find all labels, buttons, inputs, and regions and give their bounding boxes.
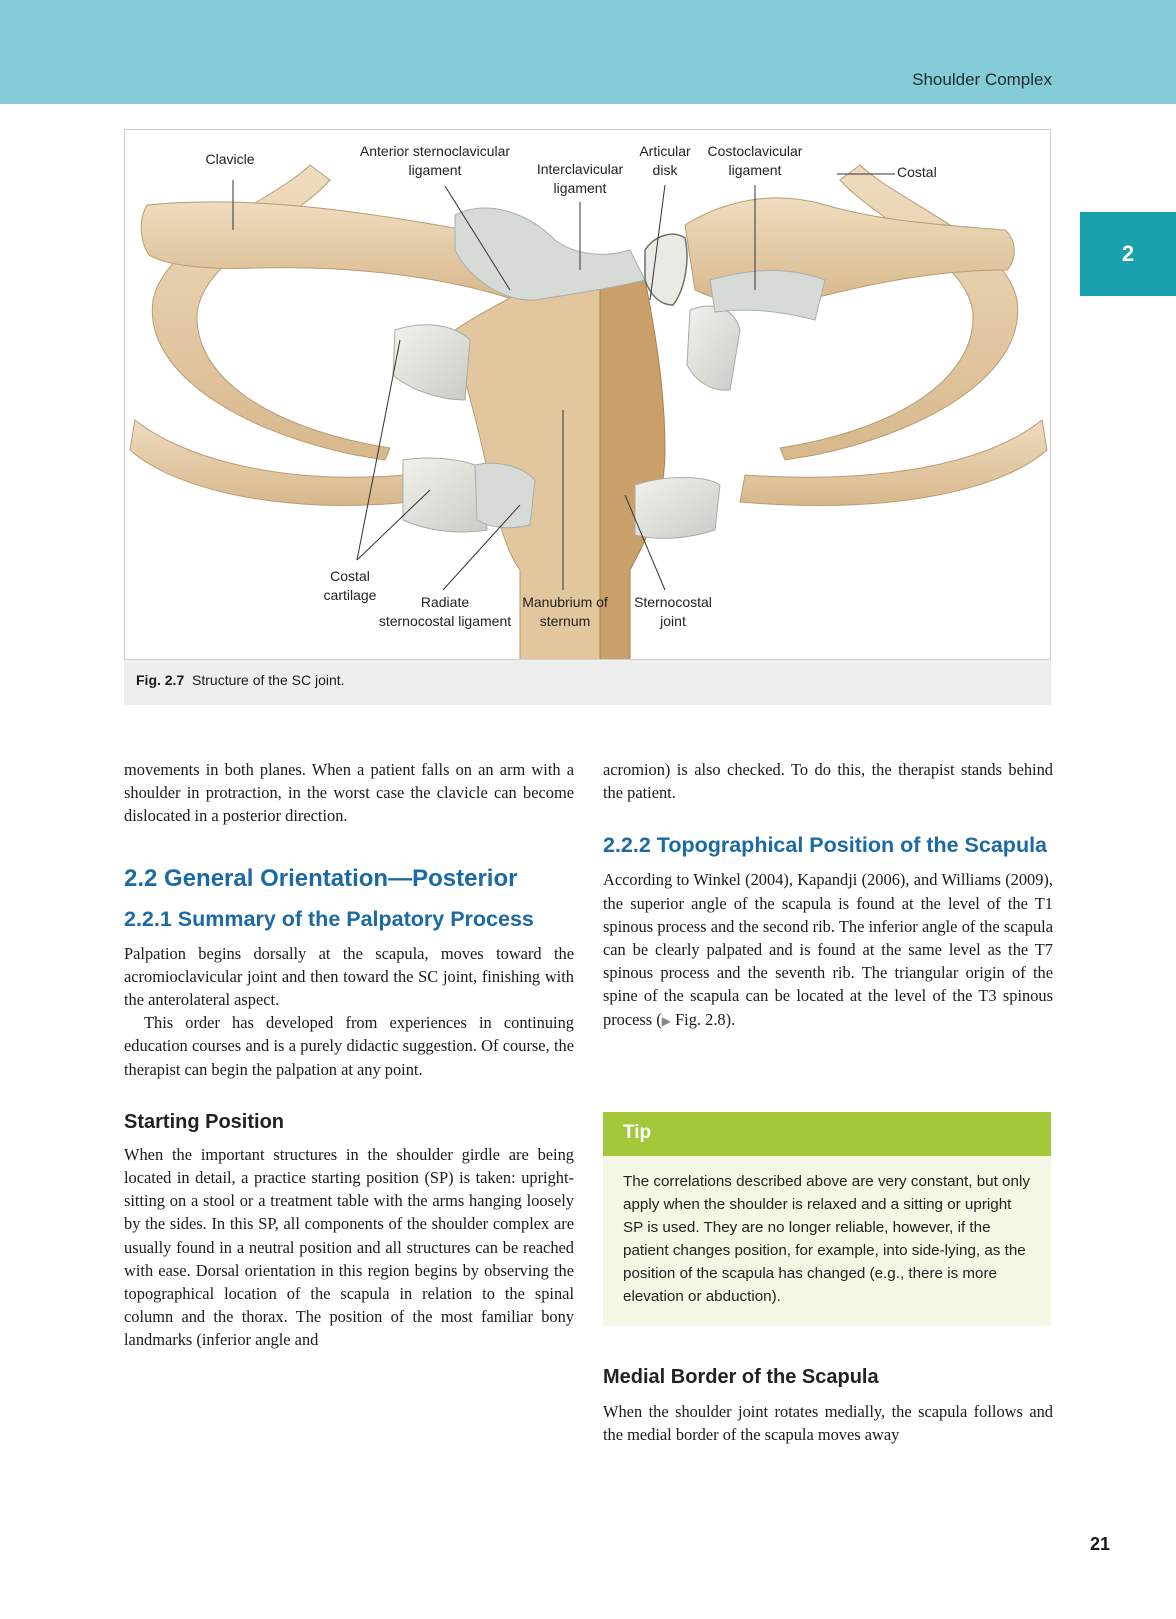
starting-position-heading: Starting Position xyxy=(124,1110,284,1133)
right-column-lower xyxy=(603,1364,1053,1446)
sc-joint-illustration xyxy=(125,130,1051,660)
subsection-heading-2-2-2: 2.2.2 Topographical Position of the Scapula xyxy=(603,833,1048,858)
label-sternocostal-joint: Sternocostal joint xyxy=(634,594,712,629)
left-column xyxy=(124,758,574,1352)
left-para-2: This order has developed from experiences in continuing education courses and is a purely didactic suggestion. Of course, the therapist can begin the palpation at any point. xyxy=(124,1013,574,1079)
label-costal: Costal xyxy=(897,164,937,180)
tip-text: The correlations described above are very constant, but only apply when the shoulder is relaxed and a sitting or upright SP is used. They are no longer reliable, however, if the patient changes position, for example, into side-lying, as the position of the scapula has changed (e.g., there is more elevation or abduction). xyxy=(603,1156,1051,1326)
chapter-tab: 2 xyxy=(1080,212,1176,296)
label-costal-cartilage: Costal cartilage xyxy=(323,568,377,603)
left-second-rib xyxy=(130,420,410,505)
right-second-cartilage xyxy=(635,478,720,539)
right-para-continued: acromion) is also checked. To do this, the therapist stands behind the patient. xyxy=(603,760,1053,803)
figure-frame xyxy=(124,129,1051,660)
right-para-1-end: ). xyxy=(725,1009,736,1029)
label-interclavicular-ligament: Interclavicular ligament xyxy=(536,161,624,196)
articular-disk xyxy=(645,234,687,305)
running-head: Shoulder Complex xyxy=(912,70,1052,89)
left-para-1: Palpation begins dorsally at the scapula, moves toward the acromioclavicular joint and then toward the SC joint, finishing with the anterolateral aspect. xyxy=(124,943,574,1010)
label-anterior-sc-ligament: Anterior sternoclavicular ligament xyxy=(359,143,511,178)
left-para-3: When the important structures in the shoulder girdle are being located in detail, a practice starting position (SP) is taken: upright-sitting on a stool or a treatment table with the arms hanging loosely by the sides. In this SP, all components of the shoulder complex are usually found in a neutral position and all structures can be reached with ease. Dorsal orientation in this region begins by observing the topographical location of the scapula in relation to the spinal column and the thorax. The position of the most familiar bony landmarks (inferior angle and xyxy=(124,1144,574,1350)
figure-caption xyxy=(124,660,1051,705)
figure-caption-text: Structure of the SC joint. xyxy=(192,672,345,688)
label-radiate-ligament: Radiate sternocostal ligament xyxy=(378,594,512,629)
tip-title: Tip xyxy=(603,1112,1051,1156)
right-para-1 xyxy=(603,868,1053,1032)
left-para-continued: movements in both planes. When a patient falls on an arm with a shoulder in protraction, in the worst case the clavicle can become dislocated in a posterior direction. xyxy=(124,760,574,826)
page-number: 21 xyxy=(1089,1534,1110,1554)
right-first-cartilage xyxy=(687,306,740,390)
section-heading-2-2: 2.2 General Orientation—Posterior xyxy=(124,864,518,892)
figref-arrow-icon: ▶ xyxy=(661,1013,671,1028)
first-costal-cartilage xyxy=(393,325,470,400)
right-column xyxy=(603,758,1053,1033)
label-clavicle: Clavicle xyxy=(205,151,255,167)
second-costal-cartilage xyxy=(403,458,487,532)
right-para-2: When the shoulder joint rotates medially, the scapula follows and the medial border of the scapula moves away xyxy=(603,1402,1053,1445)
label-costoclavicular-ligament: Costoclavicular ligament xyxy=(707,143,803,178)
right-para-1-text: According to Winkel (2004), Kapandji (2006), and Williams (2009), the superior angle of the scapula is found at the level of the T1 spinous process and the second rib. The inferior angle of the scapula can be clearly palpated and is found at the same level as the T7 spinous process and the seventh rib. The triangular origin of the spine of the scapula can be located at the level of the T3 spinous process ( xyxy=(603,870,1053,1029)
medial-border-heading: Medial Border of the Scapula xyxy=(603,1366,879,1388)
figure-caption-number: Fig. 2.7 xyxy=(136,672,185,688)
figref-link[interactable]: Fig. 2.8 xyxy=(675,1009,726,1029)
radiate-fibres xyxy=(475,463,535,528)
label-manubrium: Manubrium of sternum xyxy=(522,594,608,629)
subsection-heading-2-2-1: 2.2.1 Summary of the Palpatory Process xyxy=(124,906,534,931)
label-articular-disk: Articular disk xyxy=(639,143,691,178)
